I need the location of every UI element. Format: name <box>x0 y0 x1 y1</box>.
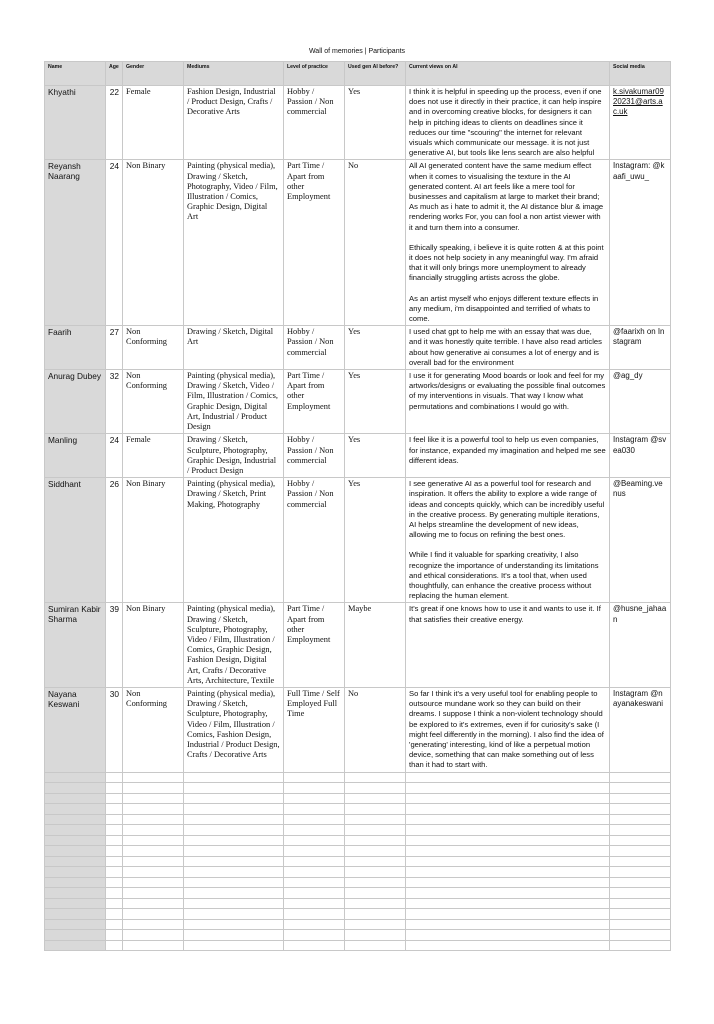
empty-cell <box>106 825 123 836</box>
col-header-level: Level of practice <box>284 62 345 86</box>
cell-level: Hobby / Passion / Non commercial <box>284 434 345 478</box>
empty-cell <box>45 930 106 941</box>
cell-gender: Non Conforming <box>123 687 184 772</box>
empty-cell <box>45 898 106 909</box>
empty-cell <box>45 919 106 930</box>
empty-row <box>45 888 671 899</box>
empty-cell <box>184 804 284 815</box>
empty-cell <box>284 930 345 941</box>
empty-cell <box>184 846 284 857</box>
views-paragraph: I feel like it is a powerful tool to help us even companies, for instance, expanded my imagination and helped me see different ideas. <box>409 435 606 465</box>
empty-cell <box>184 919 284 930</box>
cell-age: 39 <box>106 603 123 688</box>
participants-table <box>44 61 671 951</box>
cell-views <box>406 370 610 434</box>
table-row <box>45 160 671 326</box>
cell-used-ai: Yes <box>345 370 406 434</box>
col-header-social: Social media <box>610 62 671 86</box>
empty-cell <box>184 793 284 804</box>
empty-row <box>45 909 671 920</box>
col-header-mediums: Mediums <box>184 62 284 86</box>
empty-row <box>45 835 671 846</box>
cell-level: Part Time / Apart from other Employment <box>284 160 345 326</box>
social-link[interactable]: k.sivakumar0920231@arts.ac.uk <box>613 87 664 117</box>
empty-cell <box>610 846 671 857</box>
empty-cell <box>610 919 671 930</box>
views-paragraph: So far I think it's a very useful tool for enabling people to outsource mundane work so they can build on their dreams. I suppose I think a non-violent technology should be explored to it's extremes, even if for curiosity's sake (I might feel differently in the morning). I also find the idea of 'generating' interesting, kind of like a perpetual motion device, something that can make something out of less than it had to start with. <box>409 688 604 770</box>
empty-cell <box>345 804 406 815</box>
empty-cell <box>123 772 184 783</box>
empty-cell <box>123 814 184 825</box>
empty-cell <box>106 867 123 878</box>
empty-cell <box>284 856 345 867</box>
empty-cell <box>123 867 184 878</box>
cell-name: Siddhant <box>45 478 106 603</box>
cell-mediums: Drawing / Sketch, Digital Art <box>184 326 284 370</box>
col-header-age: Age <box>106 62 123 86</box>
empty-cell <box>106 814 123 825</box>
empty-cell <box>45 940 106 951</box>
empty-cell <box>184 909 284 920</box>
col-header-gender: Gender <box>123 62 184 86</box>
empty-cell <box>184 783 284 794</box>
cell-age: 24 <box>106 434 123 478</box>
empty-cell <box>184 898 284 909</box>
empty-cell <box>284 898 345 909</box>
empty-cell <box>610 909 671 920</box>
empty-cell <box>610 825 671 836</box>
empty-cell <box>106 888 123 899</box>
empty-cell <box>345 825 406 836</box>
cell-mediums: Fashion Design, Industrial / Product Design, Crafts / Decorative Arts <box>184 86 284 160</box>
empty-cell <box>123 888 184 899</box>
empty-row <box>45 940 671 951</box>
empty-cell <box>345 919 406 930</box>
empty-cell <box>184 772 284 783</box>
empty-cell <box>345 898 406 909</box>
cell-age: 32 <box>106 370 123 434</box>
cell-name: Manling <box>45 434 106 478</box>
empty-cell <box>406 940 610 951</box>
empty-cell <box>106 835 123 846</box>
empty-cell <box>345 856 406 867</box>
cell-name: Reyansh Naarang <box>45 160 106 326</box>
empty-cell <box>123 804 184 815</box>
views-paragraph: All AI generated content have the same medium effect when it comes to visualising the texture in the AI generated content. AI art feels like a mere tool for businesses and capitalism at large to market their brand; As much as i hate to admit it, the AI distance blur & image rendering works For, you can fool a non artist viewer with it and turn them into a consumer. <box>409 161 604 232</box>
cell-level: Hobby / Passion / Non commercial <box>284 86 345 160</box>
cell-level: Hobby / Passion / Non commercial <box>284 326 345 370</box>
cell-social <box>610 370 671 434</box>
views-paragraph: I used chat gpt to help me with an essay that was due, and it was honestly quite terrible. I have also read articles about how generative ai consumes a lot of energy and is overall bad for the environment <box>409 327 602 367</box>
empty-cell <box>284 772 345 783</box>
sheet-title: Wall of memories | Participants <box>308 48 406 55</box>
empty-cell <box>123 877 184 888</box>
empty-cell <box>123 909 184 920</box>
empty-row <box>45 825 671 836</box>
empty-cell <box>406 898 610 909</box>
social-handle: @ag_dy <box>613 371 643 381</box>
cell-mediums: Painting (physical media), Drawing / Sketch, Print Making, Photography <box>184 478 284 603</box>
empty-cell <box>345 835 406 846</box>
social-handle: Instagram @svea030 <box>613 435 667 455</box>
empty-cell <box>106 877 123 888</box>
views-paragraph: I use it for generating Mood boards or look and feel for my artworks/designs or evaluating the possible final outcomes of my interventions in visuals. That way I know what permutations and combinations I would go with. <box>409 371 606 411</box>
cell-gender: Female <box>123 86 184 160</box>
empty-cell <box>45 772 106 783</box>
empty-row <box>45 930 671 941</box>
empty-cell <box>345 877 406 888</box>
empty-cell <box>184 856 284 867</box>
empty-cell <box>406 772 610 783</box>
cell-used-ai: No <box>345 160 406 326</box>
table-row <box>45 86 671 160</box>
empty-cell <box>406 867 610 878</box>
views-paragraph: Ethically speaking, i believe it is quite rotten & at this point it does not help society in any meaningful way. I'm afraid that it will only brings more unemployment to already financially struggling artists across the globe. <box>409 242 604 283</box>
empty-cell <box>123 793 184 804</box>
empty-cell <box>123 940 184 951</box>
empty-cell <box>106 930 123 941</box>
empty-cell <box>610 804 671 815</box>
empty-cell <box>284 867 345 878</box>
empty-cell <box>610 835 671 846</box>
cell-views <box>406 478 610 603</box>
empty-cell <box>45 804 106 815</box>
cell-used-ai: No <box>345 687 406 772</box>
social-handle: @husne_jahaan <box>613 604 667 624</box>
empty-row <box>45 867 671 878</box>
cell-views <box>406 687 610 772</box>
social-handle: @faarixh on Instagram <box>613 327 665 347</box>
cell-mediums: Painting (physical media), Drawing / Sketch, Video / Film, Illustration / Comics, Graphic Design, Digital Art, Industrial / Product Design <box>184 370 284 434</box>
cell-age: 22 <box>106 86 123 160</box>
empty-cell <box>284 804 345 815</box>
empty-cell <box>123 825 184 836</box>
empty-cell <box>610 898 671 909</box>
cell-gender: Non Conforming <box>123 370 184 434</box>
empty-cell <box>106 793 123 804</box>
empty-cell <box>184 888 284 899</box>
empty-cell <box>123 835 184 846</box>
empty-cell <box>284 888 345 899</box>
empty-cell <box>610 772 671 783</box>
cell-mediums: Painting (physical media), Drawing / Sketch, Sculpture, Photography, Video / Film, Illustration / Comics, Graphic Design, Fashion Design, Digital Art, Crafts / Decorative Arts, Architecture, Textile <box>184 603 284 688</box>
empty-cell <box>406 804 610 815</box>
social-handle: Instagram @nayanakeswani <box>613 688 664 709</box>
empty-row <box>45 898 671 909</box>
cell-gender: Non Conforming <box>123 326 184 370</box>
empty-cell <box>406 793 610 804</box>
empty-cell <box>345 888 406 899</box>
cell-used-ai: Yes <box>345 326 406 370</box>
empty-cell <box>106 856 123 867</box>
cell-views <box>406 160 610 326</box>
empty-cell <box>406 909 610 920</box>
views-paragraph: I see generative AI as a powerful tool for research and inspiration. It offers the ability to explore a wide range of ideas and concepts quickly, which can be incredibly useful in the creative process. By generating multiple iterations, AI helps streamline the development of new ideas, allowing me to focus on refining the best ones. <box>409 479 605 540</box>
table-row <box>45 326 671 370</box>
header-row <box>45 62 671 86</box>
cell-used-ai: Yes <box>345 86 406 160</box>
empty-cell <box>45 856 106 867</box>
empty-cell <box>106 898 123 909</box>
empty-cell <box>345 846 406 857</box>
empty-cell <box>45 793 106 804</box>
empty-cell <box>45 783 106 794</box>
empty-cell <box>406 825 610 836</box>
empty-cell <box>106 783 123 794</box>
empty-cell <box>610 814 671 825</box>
empty-cell <box>123 919 184 930</box>
empty-row <box>45 772 671 783</box>
empty-row <box>45 877 671 888</box>
empty-row <box>45 856 671 867</box>
empty-cell <box>284 846 345 857</box>
empty-cell <box>184 867 284 878</box>
cell-age: 27 <box>106 326 123 370</box>
empty-cell <box>284 940 345 951</box>
table-row <box>45 687 671 772</box>
empty-cell <box>345 940 406 951</box>
cell-mediums: Drawing / Sketch, Sculpture, Photography, Graphic Design, Industrial / Product Design <box>184 434 284 478</box>
empty-cell <box>345 909 406 920</box>
empty-cell <box>45 877 106 888</box>
empty-cell <box>610 940 671 951</box>
empty-cell <box>610 877 671 888</box>
empty-cell <box>284 793 345 804</box>
empty-cell <box>45 825 106 836</box>
cell-level: Hobby / Passion / Non commercial <box>284 478 345 603</box>
empty-cell <box>284 909 345 920</box>
cell-views <box>406 434 610 478</box>
empty-cell <box>106 919 123 930</box>
empty-cell <box>406 846 610 857</box>
cell-age: 30 <box>106 687 123 772</box>
table-row <box>45 370 671 434</box>
empty-cell <box>345 793 406 804</box>
col-header-views: Current views on AI <box>406 62 610 86</box>
empty-cell <box>45 888 106 899</box>
empty-cell <box>106 846 123 857</box>
cell-gender: Non Binary <box>123 160 184 326</box>
empty-cell <box>345 772 406 783</box>
empty-row <box>45 846 671 857</box>
cell-views <box>406 603 610 688</box>
views-paragraph: As an artist myself who enjoys different texture effects in any medium, i'm disappointed and terrified of whats to come. <box>409 293 599 324</box>
empty-cell <box>406 919 610 930</box>
empty-cell <box>45 835 106 846</box>
cell-social <box>610 603 671 688</box>
cell-used-ai: Yes <box>345 434 406 478</box>
cell-gender: Non Binary <box>123 478 184 603</box>
views-paragraph: While I find it valuable for sparking creativity, I also recognize the importance of understanding its limitations and ethical considerations. It's a tool that, when used thoughtfully, can enhance the creative process without replacing the human element. <box>409 550 599 601</box>
empty-cell <box>610 930 671 941</box>
empty-cell <box>45 814 106 825</box>
empty-cell <box>106 940 123 951</box>
empty-cell <box>123 898 184 909</box>
empty-cell <box>406 877 610 888</box>
empty-cell <box>610 856 671 867</box>
cell-social <box>610 86 671 160</box>
empty-cell <box>345 783 406 794</box>
empty-cell <box>123 930 184 941</box>
empty-cell <box>184 825 284 836</box>
empty-cell <box>406 814 610 825</box>
table-row <box>45 603 671 688</box>
empty-cell <box>406 856 610 867</box>
empty-cell <box>184 940 284 951</box>
cell-level: Full Time / Self Employed Full Time <box>284 687 345 772</box>
table-body <box>45 86 671 951</box>
empty-cell <box>406 835 610 846</box>
cell-gender: Female <box>123 434 184 478</box>
empty-cell <box>406 888 610 899</box>
empty-cell <box>284 877 345 888</box>
empty-cell <box>184 930 284 941</box>
cell-used-ai: Maybe <box>345 603 406 688</box>
empty-row <box>45 919 671 930</box>
empty-cell <box>610 867 671 878</box>
empty-cell <box>123 856 184 867</box>
empty-cell <box>406 930 610 941</box>
cell-name: Faarih <box>45 326 106 370</box>
empty-cell <box>406 783 610 794</box>
views-paragraph: I think it is helpful in speeding up the process, even if one does not use it directly in their practice, it can help inspire and in overcoming creative blocks, for designers it can help in pitching ideas to clients on deadlines since it reduces our time "scouring" the internet for relevant visuals which communicate our message. it is not just generative AI, but tools like lens search are also helpful <box>409 87 602 158</box>
cell-social <box>610 434 671 478</box>
social-handle: @Beaming.venus <box>613 479 663 499</box>
cell-views <box>406 326 610 370</box>
cell-social <box>610 478 671 603</box>
empty-cell <box>106 804 123 815</box>
col-header-name: Name <box>45 62 106 86</box>
empty-cell <box>610 783 671 794</box>
cell-social <box>610 326 671 370</box>
cell-level: Part Time / Apart from other Employment <box>284 603 345 688</box>
views-paragraph: It's great if one knows how to use it and wants to use it. If that satisfies their creative energy. <box>409 604 601 624</box>
cell-mediums: Painting (physical media), Drawing / Sketch, Sculpture, Photography, Video / Film, Illustration / Comics, Fashion Design, Industrial / Product Design, Crafts / Decorative Arts <box>184 687 284 772</box>
empty-row <box>45 814 671 825</box>
cell-age: 26 <box>106 478 123 603</box>
empty-cell <box>123 783 184 794</box>
empty-cell <box>184 835 284 846</box>
social-handle: Instagram: @kaafi_uwu_ <box>613 161 665 181</box>
cell-name: Sumiran Kabir Sharma <box>45 603 106 688</box>
cell-name: Anurag Dubey <box>45 370 106 434</box>
empty-row <box>45 793 671 804</box>
cell-level: Part Time / Apart from other Employment <box>284 370 345 434</box>
cell-mediums: Painting (physical media), Drawing / Sketch, Photography, Video / Film, Illustration / Comics, Graphic Design, Digital Art <box>184 160 284 326</box>
empty-cell <box>284 814 345 825</box>
empty-cell <box>610 888 671 899</box>
table-row <box>45 434 671 478</box>
empty-cell <box>184 877 284 888</box>
empty-cell <box>610 793 671 804</box>
cell-age: 24 <box>106 160 123 326</box>
empty-cell <box>345 867 406 878</box>
empty-cell <box>184 814 284 825</box>
empty-row <box>45 783 671 794</box>
empty-row <box>45 804 671 815</box>
empty-cell <box>284 835 345 846</box>
cell-gender: Non Binary <box>123 603 184 688</box>
empty-cell <box>284 825 345 836</box>
cell-name: Khyathi <box>45 86 106 160</box>
empty-cell <box>284 919 345 930</box>
cell-social <box>610 687 671 772</box>
empty-cell <box>284 783 345 794</box>
table-row <box>45 478 671 603</box>
empty-cell <box>345 814 406 825</box>
cell-views <box>406 86 610 160</box>
empty-cell <box>45 909 106 920</box>
cell-name: Nayana Keswani <box>45 687 106 772</box>
empty-cell <box>123 846 184 857</box>
cell-social <box>610 160 671 326</box>
empty-cell <box>345 930 406 941</box>
empty-cell <box>45 846 106 857</box>
col-header-used-ai: Used gen AI before? <box>345 62 406 86</box>
empty-cell <box>106 772 123 783</box>
empty-cell <box>106 909 123 920</box>
empty-cell <box>45 867 106 878</box>
cell-used-ai: Yes <box>345 478 406 603</box>
